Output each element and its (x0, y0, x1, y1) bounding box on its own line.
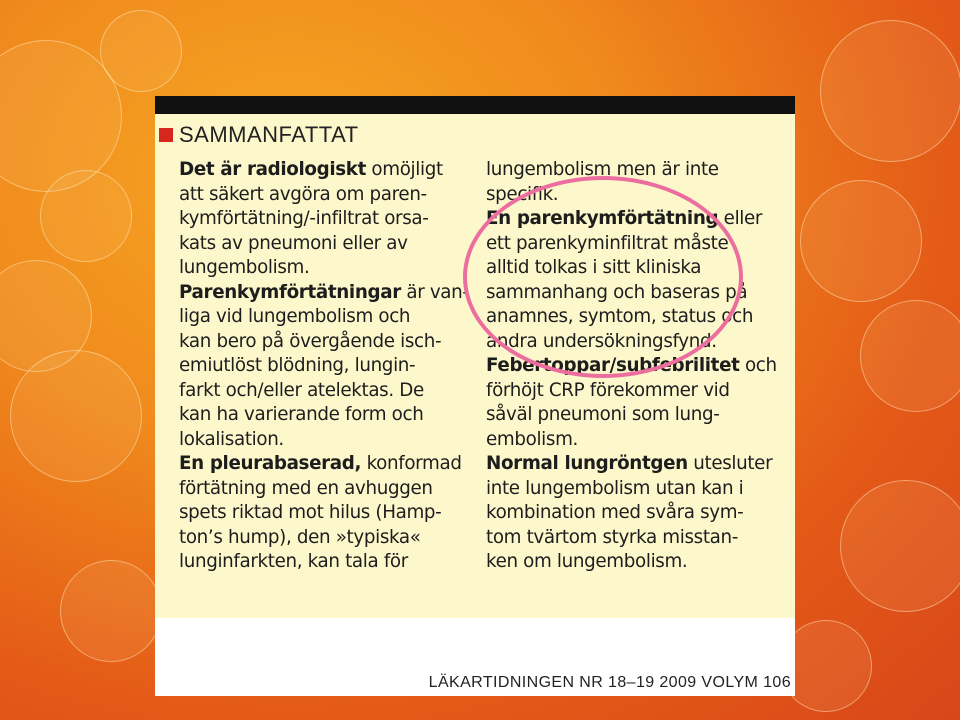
body-text: lokalisation. (179, 428, 284, 450)
text-line (486, 379, 786, 404)
body-text: alltid tolkas i sitt kliniska (486, 257, 702, 278)
body-text: kan ha varierande form och (179, 404, 424, 425)
body-text: omöjligt (365, 159, 443, 180)
text-line (179, 428, 469, 453)
text-line (179, 379, 469, 404)
body-text: ken om lungembolism. (486, 551, 688, 572)
bold-lead-text: Febertoppar/subfebrilitet (486, 355, 740, 376)
text-line (486, 550, 786, 575)
bokeh-circle (800, 180, 922, 302)
body-text: embolism. (486, 428, 578, 450)
body-text: spets riktad mot hilus (Hamp- (179, 502, 442, 523)
bokeh-circle (40, 170, 132, 262)
bokeh-circle (820, 20, 960, 162)
text-line (179, 281, 469, 306)
text-line (486, 526, 786, 551)
body-text: kymförtätning/-infiltrat orsa- (179, 208, 429, 229)
body-text: lungembolism. (179, 257, 310, 278)
text-line (179, 207, 469, 232)
text-line (179, 305, 469, 330)
clipping-top-bar (155, 96, 795, 114)
text-line (486, 477, 786, 502)
text-line (179, 232, 469, 257)
bold-lead-text: En pleurabaserad, (179, 453, 362, 474)
body-text: liga vid lungembolism och (179, 306, 411, 327)
body-text: eller (718, 208, 763, 229)
text-line (486, 403, 786, 428)
article-clipping (155, 96, 795, 696)
bold-lead-text: Parenkymförtätningar (179, 281, 401, 303)
body-text: andra undersökningsfynd. (486, 330, 717, 352)
body-text: lunginfarkten, kan tala för (179, 551, 408, 572)
body-text: och (739, 355, 777, 376)
body-text: utesluter (687, 453, 773, 474)
left-text-column (179, 158, 469, 575)
body-text: sammanhang och baseras på (486, 281, 748, 303)
text-line (179, 526, 469, 551)
text-line (179, 477, 469, 502)
text-line (179, 452, 469, 477)
body-text: ett parenkyminfiltrat måste (486, 232, 729, 254)
body-text: kats av pneumoni eller av (179, 232, 408, 254)
body-text: är van- (400, 281, 469, 303)
body-text: lungembolism men är inte (486, 159, 719, 180)
body-text: förhöjt CRP förekommer vid (486, 379, 730, 401)
text-line (486, 428, 786, 453)
text-line (179, 256, 469, 281)
bold-lead-text: Det är radiologiskt (179, 159, 366, 180)
red-square-icon (159, 128, 173, 142)
text-line (179, 501, 469, 526)
bokeh-circle (100, 10, 182, 92)
text-line (486, 452, 786, 477)
body-text: ton’s hump), den »typiska« (179, 526, 421, 548)
pink-highlight-circle (463, 176, 743, 378)
text-line (486, 501, 786, 526)
bold-lead-text: Normal lungröntgen (486, 453, 688, 474)
body-text: att säkert avgöra om paren- (179, 183, 427, 205)
bold-lead-text: En parenkymförtätning (486, 208, 719, 229)
bokeh-circle (10, 350, 142, 482)
heading-text: SAMMANFATTAT (179, 122, 359, 147)
text-line (179, 158, 469, 183)
body-text: farkt och/eller atelektas. De (179, 379, 424, 401)
bokeh-circle (860, 300, 960, 412)
text-line (179, 550, 469, 575)
text-line (179, 403, 469, 428)
bokeh-circle (60, 560, 162, 662)
body-text: inte lungembolism utan kan i (486, 477, 744, 499)
summary-box (155, 114, 795, 696)
body-text: förtätning med en avhuggen (179, 477, 433, 499)
body-text: konformad (361, 453, 462, 474)
body-text: specifik. (486, 183, 559, 205)
body-text: anamnes, symtom, status och (486, 306, 754, 327)
body-text: emiutlöst blödning, lungin- (179, 355, 416, 376)
text-line (179, 354, 469, 379)
bokeh-circle (840, 480, 960, 612)
body-text: tom tvärtom styrka misstan- (486, 526, 738, 548)
body-text: kombination med svåra sym- (486, 502, 744, 523)
journal-footer: LÄKARTIDNINGEN NR 18–19 2009 VOLYM 106 (428, 674, 791, 691)
body-text: såväl pneumoni som lung- (486, 404, 720, 425)
text-line (179, 330, 469, 355)
summary-heading (159, 122, 359, 148)
text-line (179, 183, 469, 208)
body-text: kan bero på övergående isch- (179, 330, 442, 352)
